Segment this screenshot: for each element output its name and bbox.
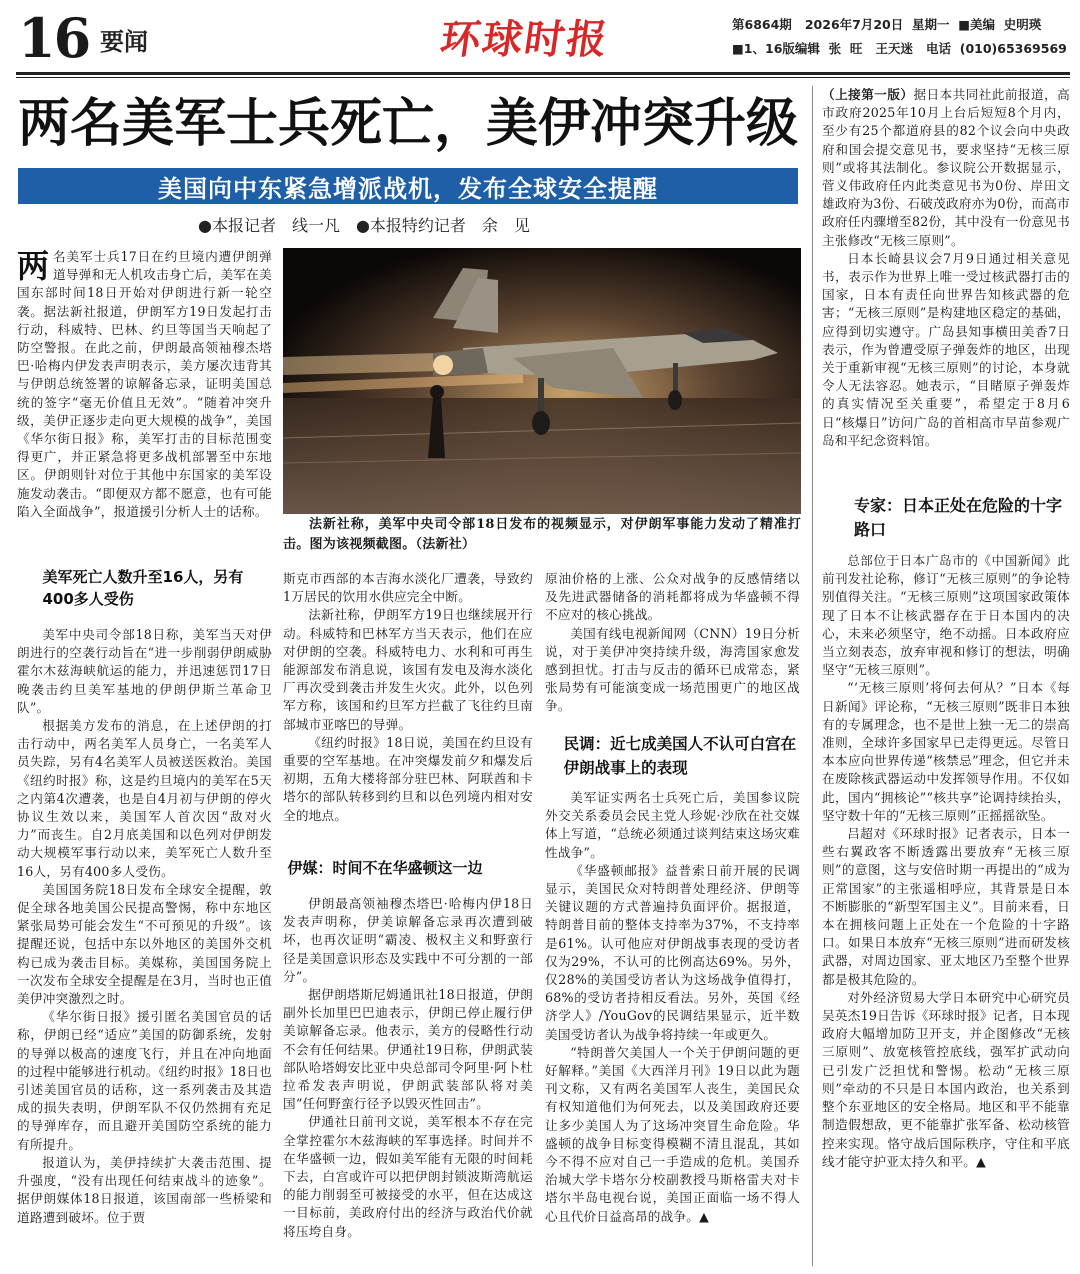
- masthead-logo: [430, 4, 620, 68]
- paragraph: 伊朗最高领袖穆杰塔巴·哈梅内伊18日发表声明称，伊美谅解备忘录再次遭到破坏，也再次证明“霸凌、极权主义和野蛮行径是美国意识形态及实践中不可分割的一部分”。: [283, 896, 533, 984]
- paragraph: “特朗普欠美国人一个关于伊朗问题的更好解释。”美国《大西洋月刊》19日以此为题刊文称，又有两名美国军人丧生，美国民众有权知道他们为何死去，以及美国政府还要让多少美国人为了这场冲突冒生命危险。华盛顿的战争目标变得模糊不清且混乱，其如今不得不应对自己一手造成的危机。美国乔治城大学卡塔尔分校副教授马斯格雷夫对卡塔尔半岛电视台说，美国正面临一场不得人心且代价日益高昂的战争。▲: [545, 1044, 800, 1224]
- paragraph: 斯克市西部的本吉海水淡化厂遭袭，导致约1万居民的饮用水供应完全中断。: [283, 571, 533, 605]
- photo-caption: 法新社称，美军中央司令部18日发布的视频显示，对伊朗军事能力发动了精准打击。图为该视频截图。（法新社）: [283, 517, 801, 552]
- paragraph: 根据美方发布的消息，在上述伊朗的打击行动中，两名美军人员身亡，一名美军人员失踪，另有4名美军人员被送医救治。美国《纽约时报》称，这是约旦境内的美军在5天之内第4次遭袭，也是自4月初与伊朗的停火协议生效以来，美国军人首次因“敌对火力”而丧生。自2月底美国和以色列对伊朗发动大规模军事行动以来，美军死亡人数升至16人，另有400多人受伤。: [17, 718, 272, 879]
- right-column-body-top: [822, 86, 1070, 490]
- continued-label: （上接第一版）: [822, 87, 914, 102]
- headline: 两名美军士兵死亡，美伊冲突升级: [18, 94, 799, 154]
- editor-line: [732, 39, 1067, 57]
- paragraph: 总部位于日本广岛市的《中国新闻》此前刊发社论称，修订“无核三原则”的争论特别值得关注。“无核三原则”这项国家政策体现了日本不让核武器存在于日本国内的决心，未来必须坚守，绝不动摇。日本政府应当立刻表态，放弃审视和修订的想法，明确坚守“无核三原则”。: [822, 553, 1070, 678]
- dropcap: 两: [17, 247, 50, 285]
- right-column-body-bottom: [822, 552, 1070, 1262]
- paragraph: 法新社称，伊朗军方19日也继续展开行动。科威特和巴林军方当天表示，他们在应对伊朗的空袭。科威特电力、水利和可再生能源部发布消息说，该国有发电及海水淡化厂再次受到袭击并发生火灾。此外，以色列军方称，该国和约旦军方拦截了飞往约旦南部城市亚喀巴的导弹。: [283, 607, 533, 732]
- fighter-jet-photo: [283, 248, 801, 514]
- paragraph: 据伊朗塔斯尼姆通讯社18日报道，伊朗副外长加里巴巴迪表示，伊朗已停止履行伊美谅解备忘录。他表示，美方的侵略性行动不会有任何结果。伊通社19日称，伊朗武装部队哈塔姆安比亚中央总部司令阿里·阿卜杜拉希发表声明说，伊朗武装部队将对美国“任何野蛮行径予以毁灭性回击”。: [283, 987, 533, 1112]
- paragraph: 报道认为，美伊持续扩大袭击范围、提升强度，“没有出现任何结束战斗的迹象”。据伊朗媒体18日报道，该国南部一些桥梁和道路遭到破坏。位于贾: [17, 1154, 272, 1225]
- section-heading-casualties: 美军死亡人数升至16人，另有400多人受伤: [42, 568, 244, 608]
- paragraph-text: 据日本共同社此前报道，高市政府2025年10月上台后短短8个月内，至少有25个都道府县的82个议会向中央政府和国会提交意见书，要求坚持“无核三原则”或将其法制化。参议院公开数据显示，菅义伟政府任内此类意见书为0份、岸田文雄政府为3份、石破茂政府亦为0份，而高市政府任内骤增至82份，其中没有一份意见书主张修改“无核三原则”。: [822, 87, 1070, 248]
- issue-weekday: 星期一: [911, 17, 950, 32]
- editor-name-1: 张: [828, 41, 842, 56]
- paragraph: 对外经济贸易大学日本研究中心研究员吴英杰19日告诉《环球时报》记者，日本现政府大幅增加防卫开支，并企图修改“无核三原则”、放宽核管控底线，强军扩武动向已引发广泛担忧和警惕。松动“无核三原则”牵动的不只是日本国内政治，也关系到整个东亚地区的安全格局。地区和平不能靠制造假想敌，更不能靠扩张军备、松动核管控来实现。恪守战后国际秩序，守住和平底线才能守护亚太持久和平。▲: [822, 989, 1070, 1169]
- paragraph: 伊通社日前刊文说，美军根本不存在完全掌控霍尔木兹海峡的军事选择。时间并不在华盛顿一边，假如美军能有无限的时间耗下去，白宫或许可以把伊朗封锁波斯湾航运的能力削弱至可被接受的水平，但在达成这一目标前，美政府付出的经济与政治代价就将压垮自身。: [283, 1114, 533, 1239]
- paragraph: 《华盛顿邮报》益普索日前开展的民调显示，美国民众对特朗普处理经济、伊朗等关键议题的方式普遍持负面评价。据报道，特朗普目前的整体支持率为37%，不支持率是61%。认可他应对伊朗战事表现的受访者仅为29%，不认可的比例高达69%。另外，仅28%的美国受访者认为这场战争值得打，68%的受访者持相反看法。另外，英国《经济学人》/YouGov的民调结果显示，近半数美国受访者认为战争将持续一年或更久。: [545, 862, 800, 1042]
- issue-number: 第6864期: [732, 17, 792, 32]
- phone-number: (010)65369569: [959, 41, 1067, 56]
- lead-paragraph: [17, 248, 272, 563]
- paragraph: 美国国务院18日发布全球安全提醒，敦促全球各地美国公民提高警惕，称中东地区紧张局势可能会发生“不可预见的升级”。该提醒还说，包括中东以外地区的美国外交机构已成为袭击目标。美媒称，美国国务院上一次发布全球安全提醒是在3月，当时也正值美伊冲突激烈之时。: [17, 881, 272, 1007]
- subheadline-banner: [18, 168, 798, 204]
- editor-name-3: 王天迷: [875, 41, 913, 56]
- paragraph: 日本长崎县议会7月9日通过相关意见书，表示作为世界上唯一受过核武器打击的国家，日本有责任向世界告知核武器的危害；“无核三原则”是构建地区稳定的基础，应得到切实遵守。广岛县知事横田美香7日表示，作为曾遭受原子弹轰炸的地区，出现关于重新审视“无核三原则”的讨论，本身就令人无法容忍。她表示，“目睹原子弹轰炸的真实情况至关重要”，希望定于8月6日“核爆日”访问广岛的首相高市早苗参观广岛和平纪念资料馆。: [822, 250, 1070, 448]
- paragraph: 美军证实两名士兵死亡后，美国参议院外交关系委员会民主党人珍妮·沙欣在社交媒体上写道，“总统必须通过谈判结束这场灾难性战争”。: [545, 790, 800, 860]
- art-editor-label: ■美编: [958, 17, 996, 32]
- subheadline: 美国向中东紧急增派战机，发布全球安全提醒: [158, 174, 658, 203]
- paragraph: 《华尔街日报》援引匿名美国官员的话称，伊朗已经“适应”美国的防御系统，发射的导弹以极高的速度飞行，并且在冲向地面的过程中能够进行机动。《纽约时报》18日也引述美国官员的话称，这一系列袭击及其造成的损失表明，伊朗军队不仅仍然拥有充足的导弹库存，而且避开美国防空系统的能力有所提升。: [17, 1009, 272, 1152]
- masthead-text: 环球时报: [437, 15, 612, 63]
- paragraph: 原油价格的上涨、公众对战争的反感情绪以及先进武器储备的消耗都将成为华盛顿不得不应对的核心挑战。: [545, 571, 800, 623]
- issue-line: [732, 15, 1041, 33]
- paragraph: “‘无核三原则’将何去何从？”日本《每日新闻》评论称，“无核三原则”既非日本独有的专属理念，也不是世上独一无二的崇高准则，全球许多国家早已走得更远。尽管日本本应向世界传递“核禁忌”理念，但它并未在废除核武器运动中发挥领导作用。不仅如此，国内“拥核论”“核共享”论调持续抬头，坚守数十年的“无核三原则”正摇摇欲坠。: [822, 680, 1070, 823]
- column-3-body-top: [545, 570, 800, 720]
- paragraph: 吕超对《环球时报》记者表示，日本一些右翼政客不断透露出要放弃“无核三原则”的意图，这与安倍时期一再提出的“成为正常国家”的主张遥相呼应，其背景是日本不断膨胀的“新型军国主义”。目前来看，日本在拥核问题上正处在一个危险的十字路口。如果日本放弃“无核三原则”进而研发核武器，对周边国家、亚太地区乃至整个世界都是极其危险的。: [822, 826, 1070, 987]
- paragraph: 美军中央司令部18日称，美军当天对伊朗进行的空袭行动旨在“进一步削弱伊朗威胁霍尔木兹海峡航运的能力，并迅速惩罚17日晚袭击约旦美军基地的伊朗伊斯兰革命卫队”。: [17, 627, 272, 715]
- header-rule-thin: [16, 77, 1070, 78]
- issue-date: 2026年7月20日: [804, 17, 904, 32]
- paragraph: 美国有线电视新闻网（CNN）19日分析说，对于美伊冲突持续升级，海湾国家愈发感到担忧。打击与反击的循环已成常态，紧张局势有可能演变成一场范围更广的地区战争。: [545, 625, 800, 714]
- phone-label: 电话: [926, 41, 952, 56]
- page-number: 16: [18, 6, 90, 70]
- paragraph: 《纽约时报》18日说，美国在约旦设有重要的空军基地。在冲突爆发前夕和爆发后初期，五角大楼将部分驻巴林、阿联酋和卡塔尔的部队转移到约旦和以色列境内相对安全的地点。: [283, 734, 533, 823]
- jet-illustration: [283, 248, 801, 514]
- section-label: 要闻: [100, 28, 148, 56]
- section-heading-poll: 民调：近七成美国人不认可白宫在伊朗战事上的表现: [563, 735, 797, 777]
- section-heading-crossroads: 专家：日本正处在危险的十字路口: [854, 496, 1063, 539]
- editor-name-2: 旺: [849, 41, 863, 56]
- byline: ●本报记者 线一凡 ●本报特约记者 余 见: [198, 216, 530, 235]
- editor-label: ■1、16版编辑: [732, 41, 820, 56]
- art-editor-name: 史明瑛: [1003, 17, 1042, 32]
- column-1-body: [17, 626, 272, 1256]
- lead-text: 名美军士兵17日在约旦境内遭伊朗弹道导弹和无人机攻击身亡后，美军在美国东部时间18日开始对伊朗进行新一轮空袭。据法新社报道，伊朗军方19日发起打击行动，科威特、巴林、约旦等国当天响起了防空警报。在此之前，伊朗最高领袖穆杰塔巴·哈梅内伊发表声明表示，美方屡次违背其与伊朗总统签署的谅解备忘录，证明美国总统的签字“毫无价值且无效”。“随着冲突升级，美伊正逐步走向更大规模的战争”，美国《华尔街日报》称，美军打击的目标范围变得更广，并正紧急将更多战机部署至中东地区。伊朗则针对位于其他中东国家的美军设施发动袭击。“即便双方都不愿意，也有可能陷入全面战争”，报道援引分析人士的话称。: [17, 249, 272, 519]
- column-3-body-bottom: [545, 789, 800, 1259]
- paragraph: [822, 86, 1070, 250]
- column-divider: [812, 86, 813, 1266]
- header-rule: [16, 72, 1070, 75]
- column-2-body-bottom: [283, 895, 533, 1260]
- section-heading-iran-media: 伊媒：时间不在华盛顿这一边: [287, 859, 483, 877]
- column-2-body-top: [283, 570, 533, 848]
